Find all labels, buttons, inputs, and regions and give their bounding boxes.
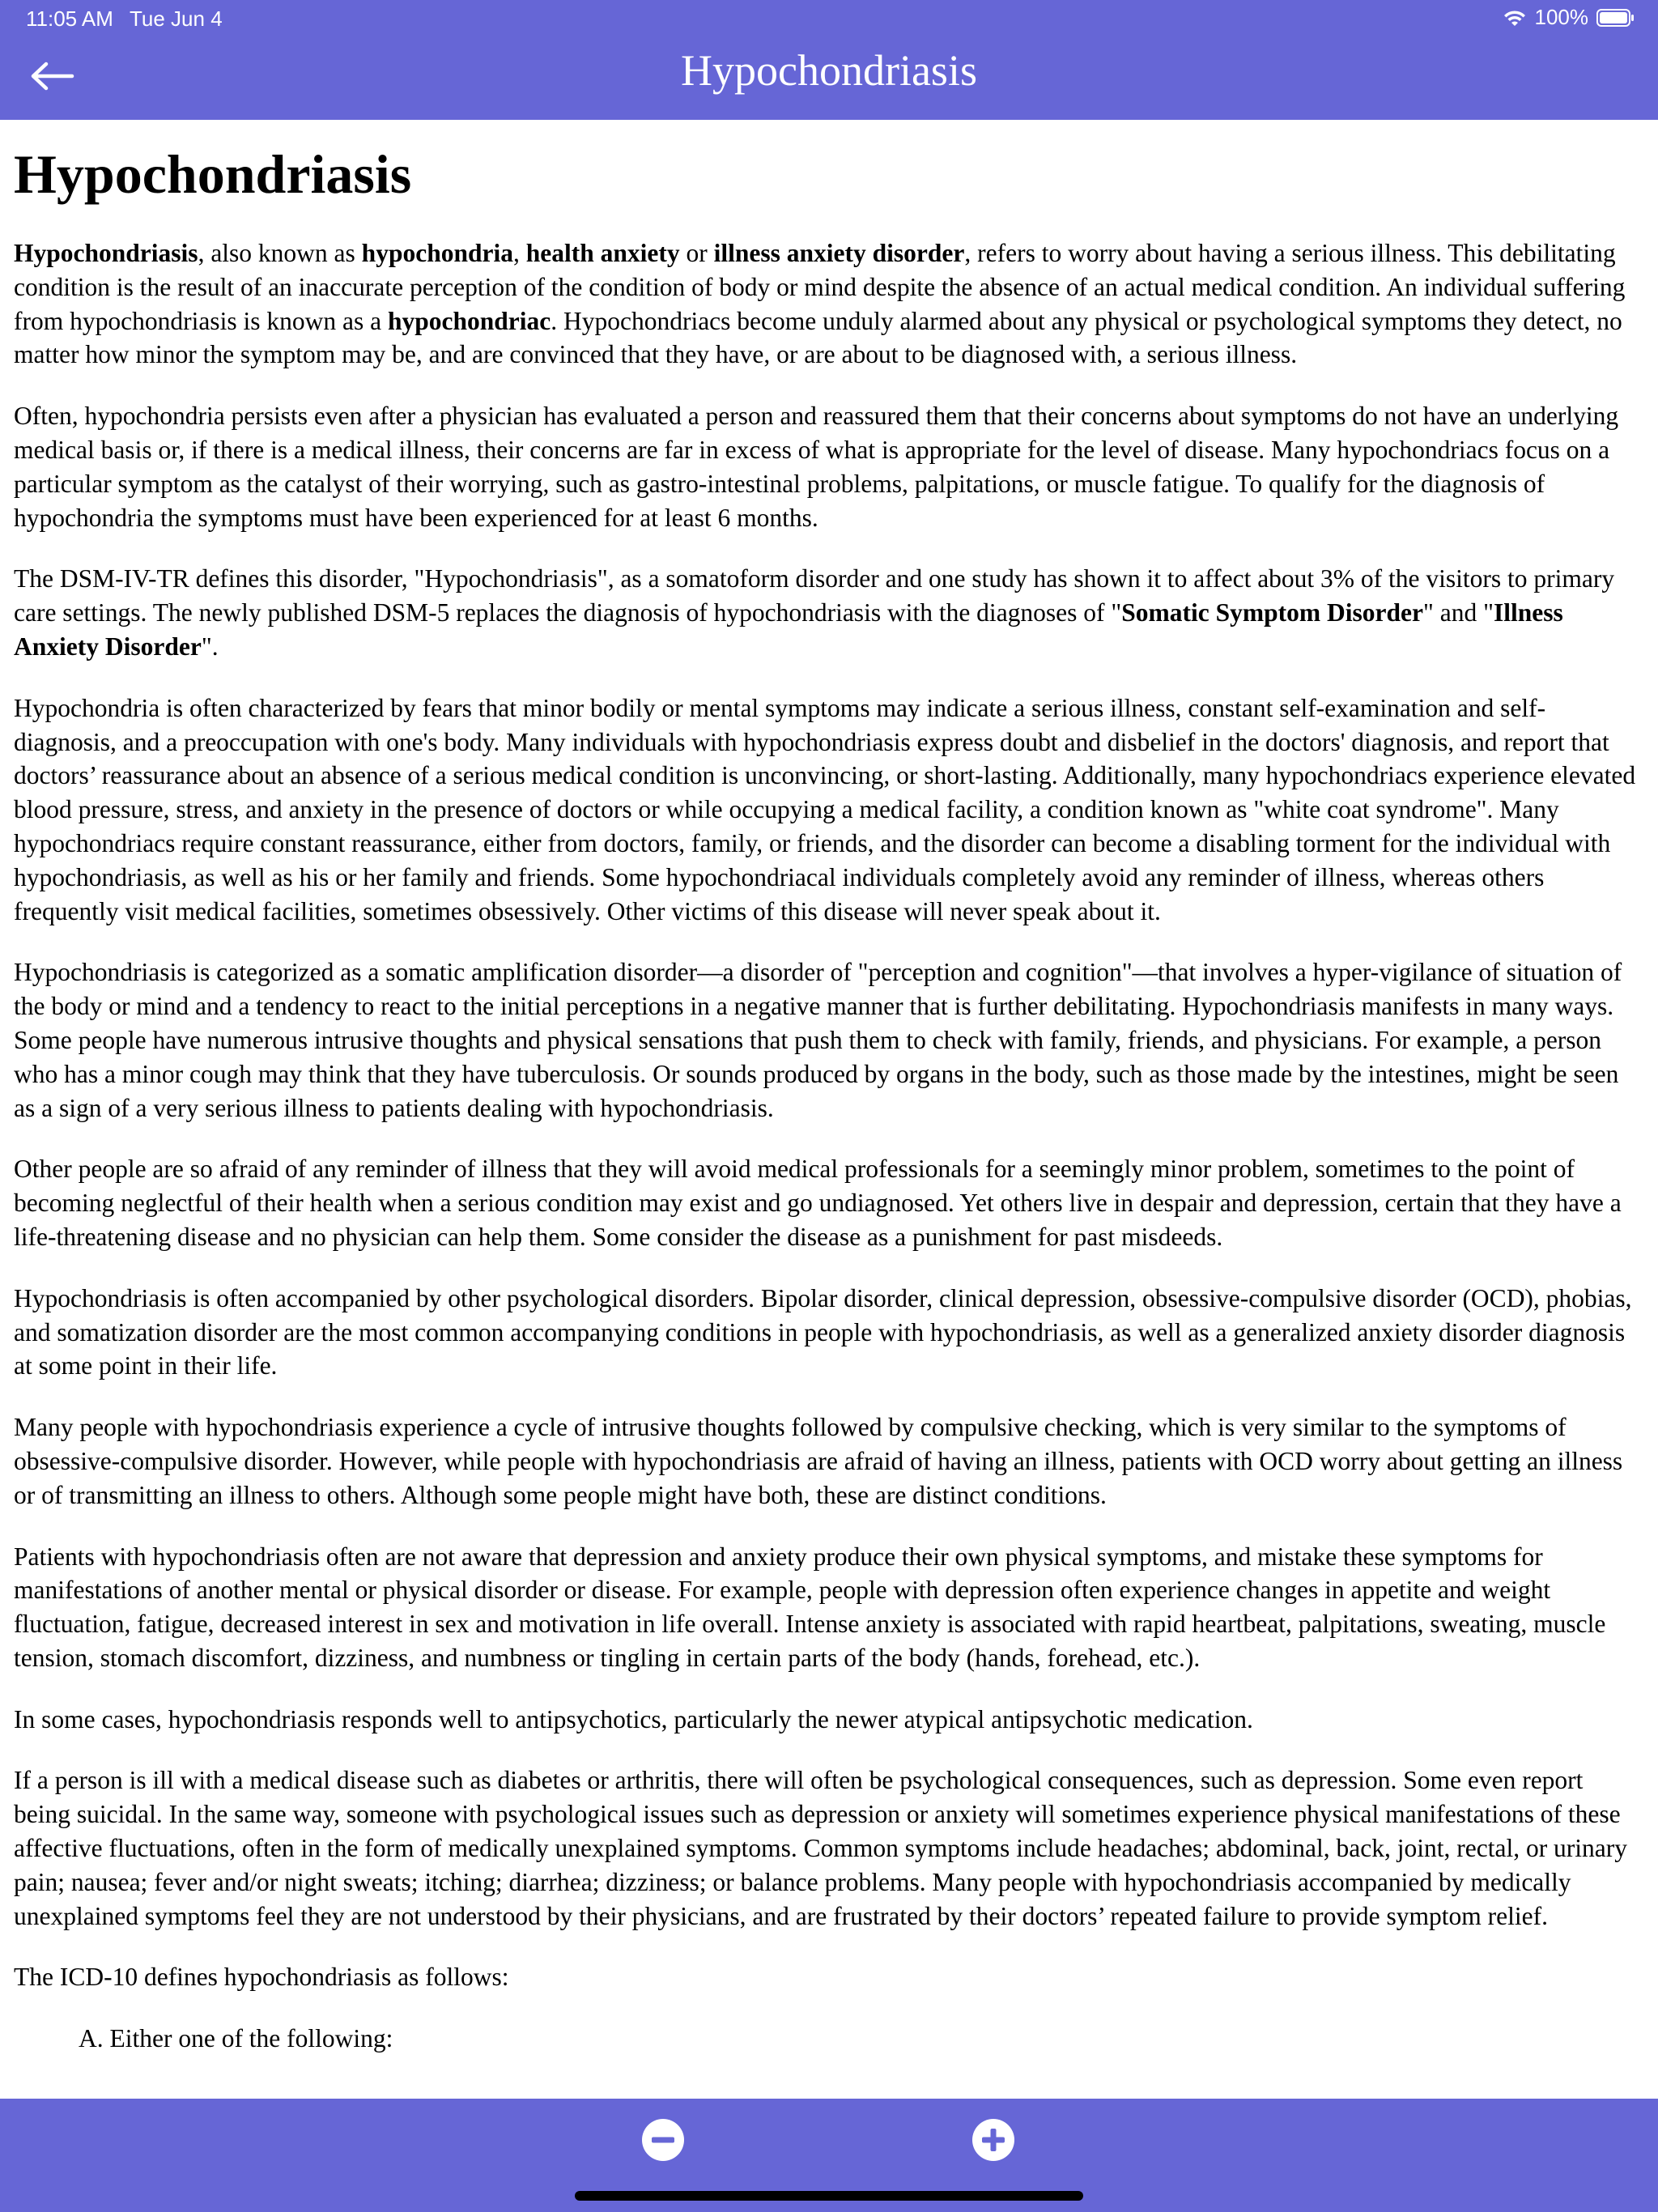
text-run: . Hypochondriacs become unduly alarmed about any physical or psychological symptoms they detect, no matter how minor the symptom may be, and are convinced that they have, or are about to be diagnosed with, a serious illness. (14, 306, 1622, 369)
wifi-icon (1503, 8, 1527, 28)
home-indicator (575, 2191, 1083, 2201)
bold-term: hypochondriac (387, 306, 551, 335)
bold-term: health anxiety (525, 239, 680, 267)
status-date: Tue Jun 4 (130, 6, 223, 31)
article-heading: Hypochondriasis (14, 143, 412, 205)
zoom-in-button[interactable] (971, 2118, 1015, 2162)
bottom-toolbar (0, 2099, 1658, 2212)
paragraph-7: Hypochondriasis is often accompanied by other psychological disorders. Bipolar disorder, clinical depression, obsessive-compulsive disorder (OCD), phobias, and somatization disorder are the most common accompanying conditions in people with hypochondriasis, as well as a generalized anxiety disorder diagnosis at some point in their life. (14, 1283, 1632, 1380)
text-run: , (512, 239, 526, 267)
paragraph-4: Hypochondria is often characterized by fears that minor bodily or mental symptoms may indicate a serious illness, constant self-examination and self-diagnosis, and a preoccupation with one's body. Many individuals with hypochondriasis express doubt and disbelief in the doctors' diagnosis, and report that doctors’ reassurance about an absence of a serious medical condition is unconvincing, or short-lasting. Additionally, many hypochondriacs experience elevated blood pressure, stress, and anxiety in the presence of doctors or while occupying a medical facility, a condition known as "white coat syndrome". Many hypochondriacs require constant reassurance, either from doctors, family, or friends, and the disorder can become a disabling torment for the individual with hypochondriasis, as well as his or her family and friends. Some hypochondriacal individuals completely avoid any reminder of illness, whereas others frequently visit medical facilities, sometimes obsessively. Other victims of this disease will never speak about it. (14, 693, 1636, 925)
text-run: " and " (1423, 598, 1494, 627)
zoom-out-button[interactable] (641, 2118, 685, 2162)
paragraph-8: Many people with hypochondriasis experience a cycle of intrusive thoughts followed by compulsive checking, which is very similar to the symptoms of obsessive-compulsive disorder. However, while people with hypochondriasis are afraid of having an illness, patients with OCD worry about getting an illness or of transmitting an illness to others. Although some people might have both, these are distinct conditions. (14, 1413, 1623, 1509)
nav-title: Hypochondriasis (681, 46, 977, 95)
status-indicators (1503, 5, 1636, 30)
paragraph-3 (14, 562, 1643, 663)
paragraph-1 (14, 236, 1643, 372)
paragraph-11: If a person is ill with a medical disease such as diabetes or arthritis, there will often be psychological consequences, such as depression. Some even report being suicidal. In the same way, someone with psychological issues such as depression or anxiety will sometimes experience physical manifestations of these affective fluctuations, often in the form of medically unexplained symptoms. Common symptoms include headaches; abdominal, back, joint, rectal, or urinary pain; nausea; fever and/or night sweats; itching; diarrhea; dizziness; or balance problems. Many people with hypochondriasis accompanied by medically unexplained symptoms feel they are not understood by their physicians, and are frustrated by their doctors’ repeated failure to provide symptom relief. (14, 1766, 1628, 1930)
paragraph-9: Patients with hypochondriasis often are not aware that depression and anxiety produce their own physical symptoms, and mistake these symptoms for manifestations of another mental or physical disorder or disease. For example, people with depression often experience changes in appetite and weight fluctuation, fatigue, decreased interest in sex and motivation in life overall. Intense anxiety is associated with rapid heartbeat, palpitations, sweating, muscle tension, stomach discomfort, dizziness, and numbness or tingling in certain parts of the body (hands, forehead, etc.). (14, 1542, 1606, 1672)
article-content[interactable] (14, 120, 1643, 2099)
bold-term: illness anxiety disorder (713, 239, 965, 267)
status-time: 11:05 AM (26, 6, 113, 31)
top-bar (0, 0, 1658, 120)
text-run: ". (201, 632, 219, 661)
text-run: The DSM-IV-TR defines this disorder, "Hypochondriasis", as a somatoform disorder and one study has shown it to affect about 3% of the visitors to primary care settings. The newly published DSM-5 replaces the diagnosis of hypochondriasis with the diagnoses of " (14, 564, 1615, 627)
text-run: , refers to worry about having a serious illness. This debilitating condition is the result of an inaccurate perception of the condition of body or mind despite the absence of an actual medical condition. An individual suffering from hypochondriasis is known as a (14, 239, 1626, 335)
text-run: , also known as (198, 239, 362, 267)
paragraph-10: In some cases, hypochondriasis responds well to antipsychotics, particularly the newer atypical antipsychotic medication. (14, 1704, 1253, 1733)
battery-percent: 100% (1534, 5, 1588, 29)
plus-circle-icon (971, 2151, 1015, 2165)
text-run: or (679, 239, 714, 267)
bold-term: Hypochondriasis (14, 239, 198, 267)
list-item: A. Either one of the following: (79, 2024, 393, 2053)
bold-term: Illness Anxiety Disorder (14, 598, 1563, 661)
minus-circle-icon (641, 2151, 685, 2165)
paragraph-12: The ICD-10 defines hypochondriasis as follows: (14, 1963, 509, 1992)
battery-icon (1596, 8, 1635, 28)
paragraph-5: Hypochondriasis is categorized as a somatic amplification disorder—a disorder of "perception and cognition"—that involves a hyper-vigilance of situation of the body or mind and a tendency to react to the initial perceptions in a negative manner that is further debilitating. Hypochondriasis manifests in many ways. Some people have numerous intrusive thoughts and physical sensations that push them to check with family, friends, and physicians. For example, a person who has a minor cough may think that they have tuberculosis. Or sounds produced by organs in the body, such as those made by the intestines, might be seen as a sign of a very serious illness to patients dealing with hypochondriasis. (14, 958, 1622, 1122)
paragraph-2: Often, hypochondria persists even after a physician has evaluated a person and reassured them that their concerns about symptoms do not have an underlying medical basis or, if there is a medical illness, their concerns are far in excess of what is appropriate for the level of disease. Many hypochondriacs focus on a particular symptom as the catalyst of their worrying, such as gastro-intestinal problems, palpitations, or muscle fatigue. To qualify for the diagnosis of hypochondria the symptoms must have been experienced for at least 6 months. (14, 402, 1619, 532)
bold-term: Somatic Symptom Disorder (1121, 598, 1423, 627)
paragraph-6: Other people are so afraid of any reminder of illness that they will avoid medical professionals for a seemingly minor problem, sometimes to the point of becoming neglectful of their health when a serious condition may exist and go undiagnosed. Yet others live in despair and depression, certain that they have a life-threatening disease and no physician can help them. Some consider the disease as a punishment for past misdeeds. (14, 1155, 1622, 1251)
bold-term: hypochondria (361, 239, 513, 267)
